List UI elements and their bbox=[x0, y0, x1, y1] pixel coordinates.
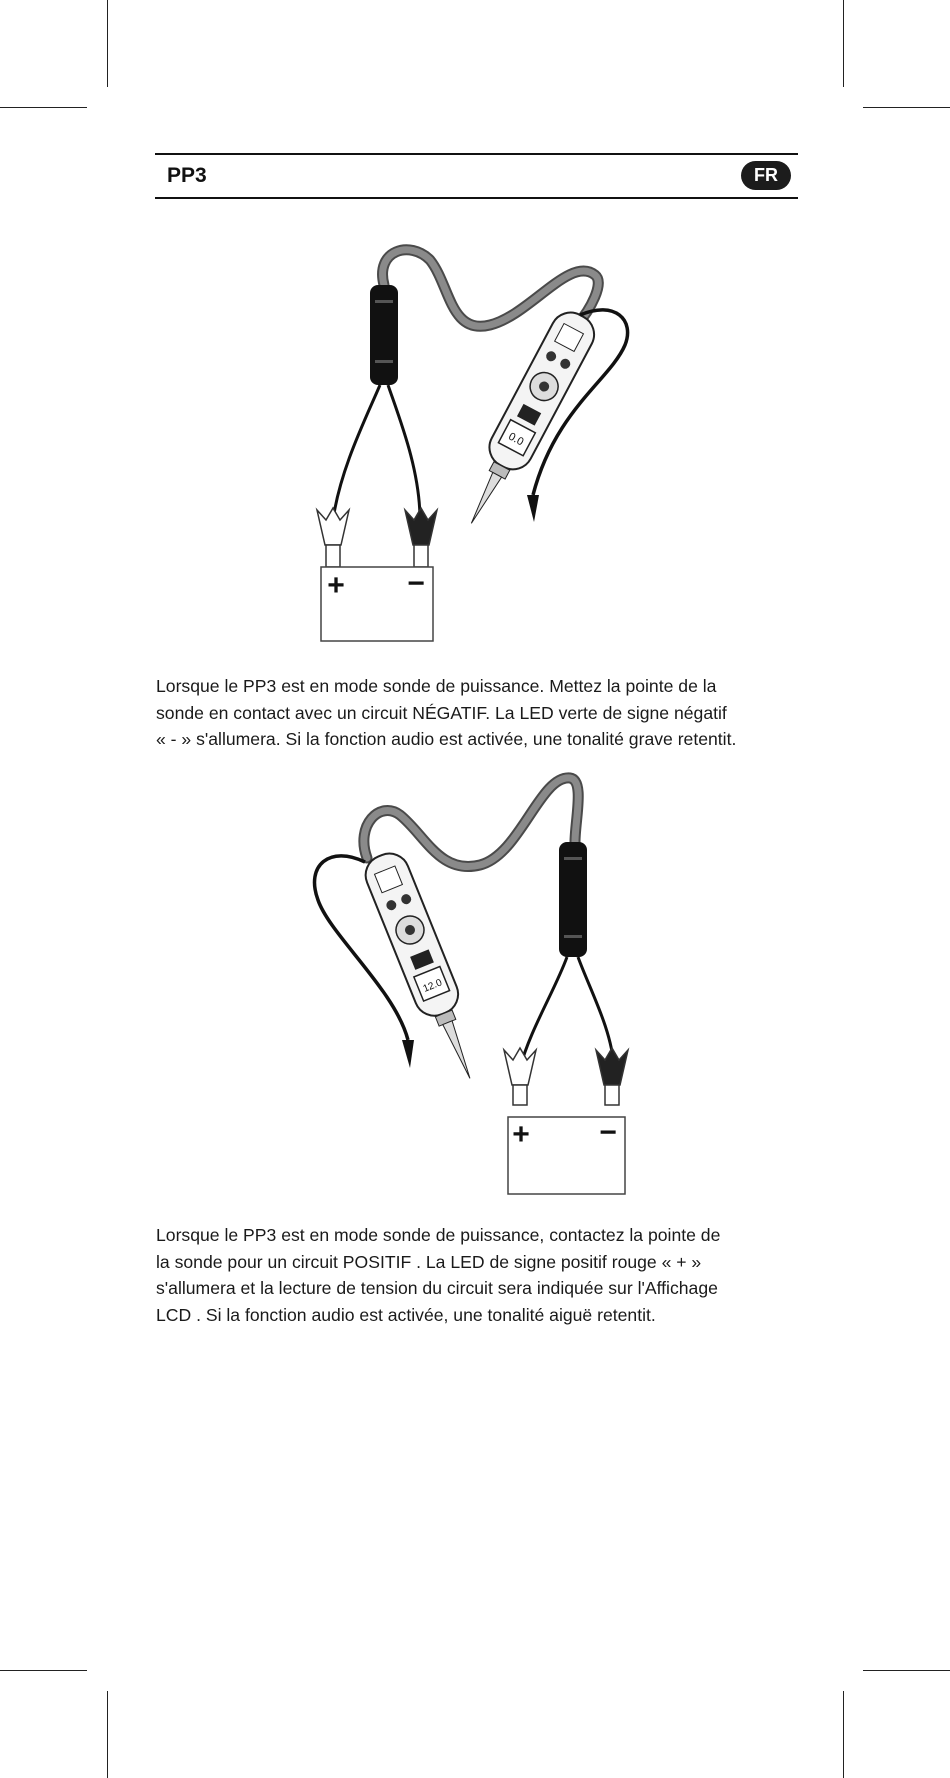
text-line: s'allumera et la lecture de tension du circuit sera indiquée sur l'Affichage bbox=[156, 1278, 718, 1298]
crop-mark bbox=[0, 1670, 87, 1671]
battery-positive-label: + bbox=[327, 569, 345, 602]
crop-mark bbox=[843, 1691, 844, 1778]
figure-positive-test bbox=[300, 765, 660, 1205]
crop-mark bbox=[863, 107, 950, 108]
page-title: PP3 bbox=[167, 164, 207, 187]
clamp-positive bbox=[504, 1048, 536, 1105]
clamp-leads bbox=[333, 385, 420, 520]
text-line: Lorsque le PP3 est en mode sonde de puissance, contactez la pointe de bbox=[156, 1225, 721, 1245]
lcd-reading: 12.0 bbox=[421, 977, 444, 995]
power-cable bbox=[364, 778, 578, 867]
battery-positive-label: + bbox=[512, 1118, 530, 1151]
language-badge: FR bbox=[741, 161, 791, 190]
battery-negative-label: − bbox=[407, 567, 425, 600]
text-line: sonde en contact avec un circuit NÉGATIF. La LED verte de signe négatif bbox=[156, 702, 727, 723]
header-bottom-rule bbox=[155, 197, 798, 199]
text-line: LCD . Si la fonction audio est activée, une tonalité aiguë retentit. bbox=[156, 1304, 656, 1325]
clamp-negative bbox=[405, 508, 437, 567]
text-line: Lorsque le PP3 est en mode sonde de puissance. Mettez la pointe de la bbox=[156, 676, 717, 696]
paragraph-negative-test bbox=[156, 673, 806, 753]
probe-body bbox=[360, 848, 491, 1087]
clamp-positive bbox=[317, 508, 349, 567]
header-top-rule bbox=[155, 153, 798, 155]
crop-mark bbox=[107, 0, 108, 87]
battery-negative-label: − bbox=[599, 1116, 617, 1149]
probe-body bbox=[452, 306, 601, 534]
battery bbox=[508, 1116, 625, 1194]
paragraph-positive-test bbox=[156, 1222, 806, 1328]
crop-mark bbox=[843, 0, 844, 87]
crop-mark bbox=[0, 107, 87, 108]
clamp-negative bbox=[596, 1048, 628, 1105]
lcd-reading: 0.0 bbox=[506, 430, 526, 449]
crop-mark bbox=[107, 1691, 108, 1778]
text-line: la sonde pour un circuit POSITIF . La LED de signe positif rouge « + » bbox=[156, 1251, 702, 1272]
text-line: « - » s'allumera. Si la fonction audio est activée, une tonalité grave retentit. bbox=[156, 729, 737, 749]
battery bbox=[321, 567, 433, 641]
power-connector bbox=[370, 285, 398, 385]
figure-negative-test bbox=[300, 230, 660, 650]
power-connector bbox=[559, 842, 587, 957]
crop-mark bbox=[863, 1670, 950, 1671]
